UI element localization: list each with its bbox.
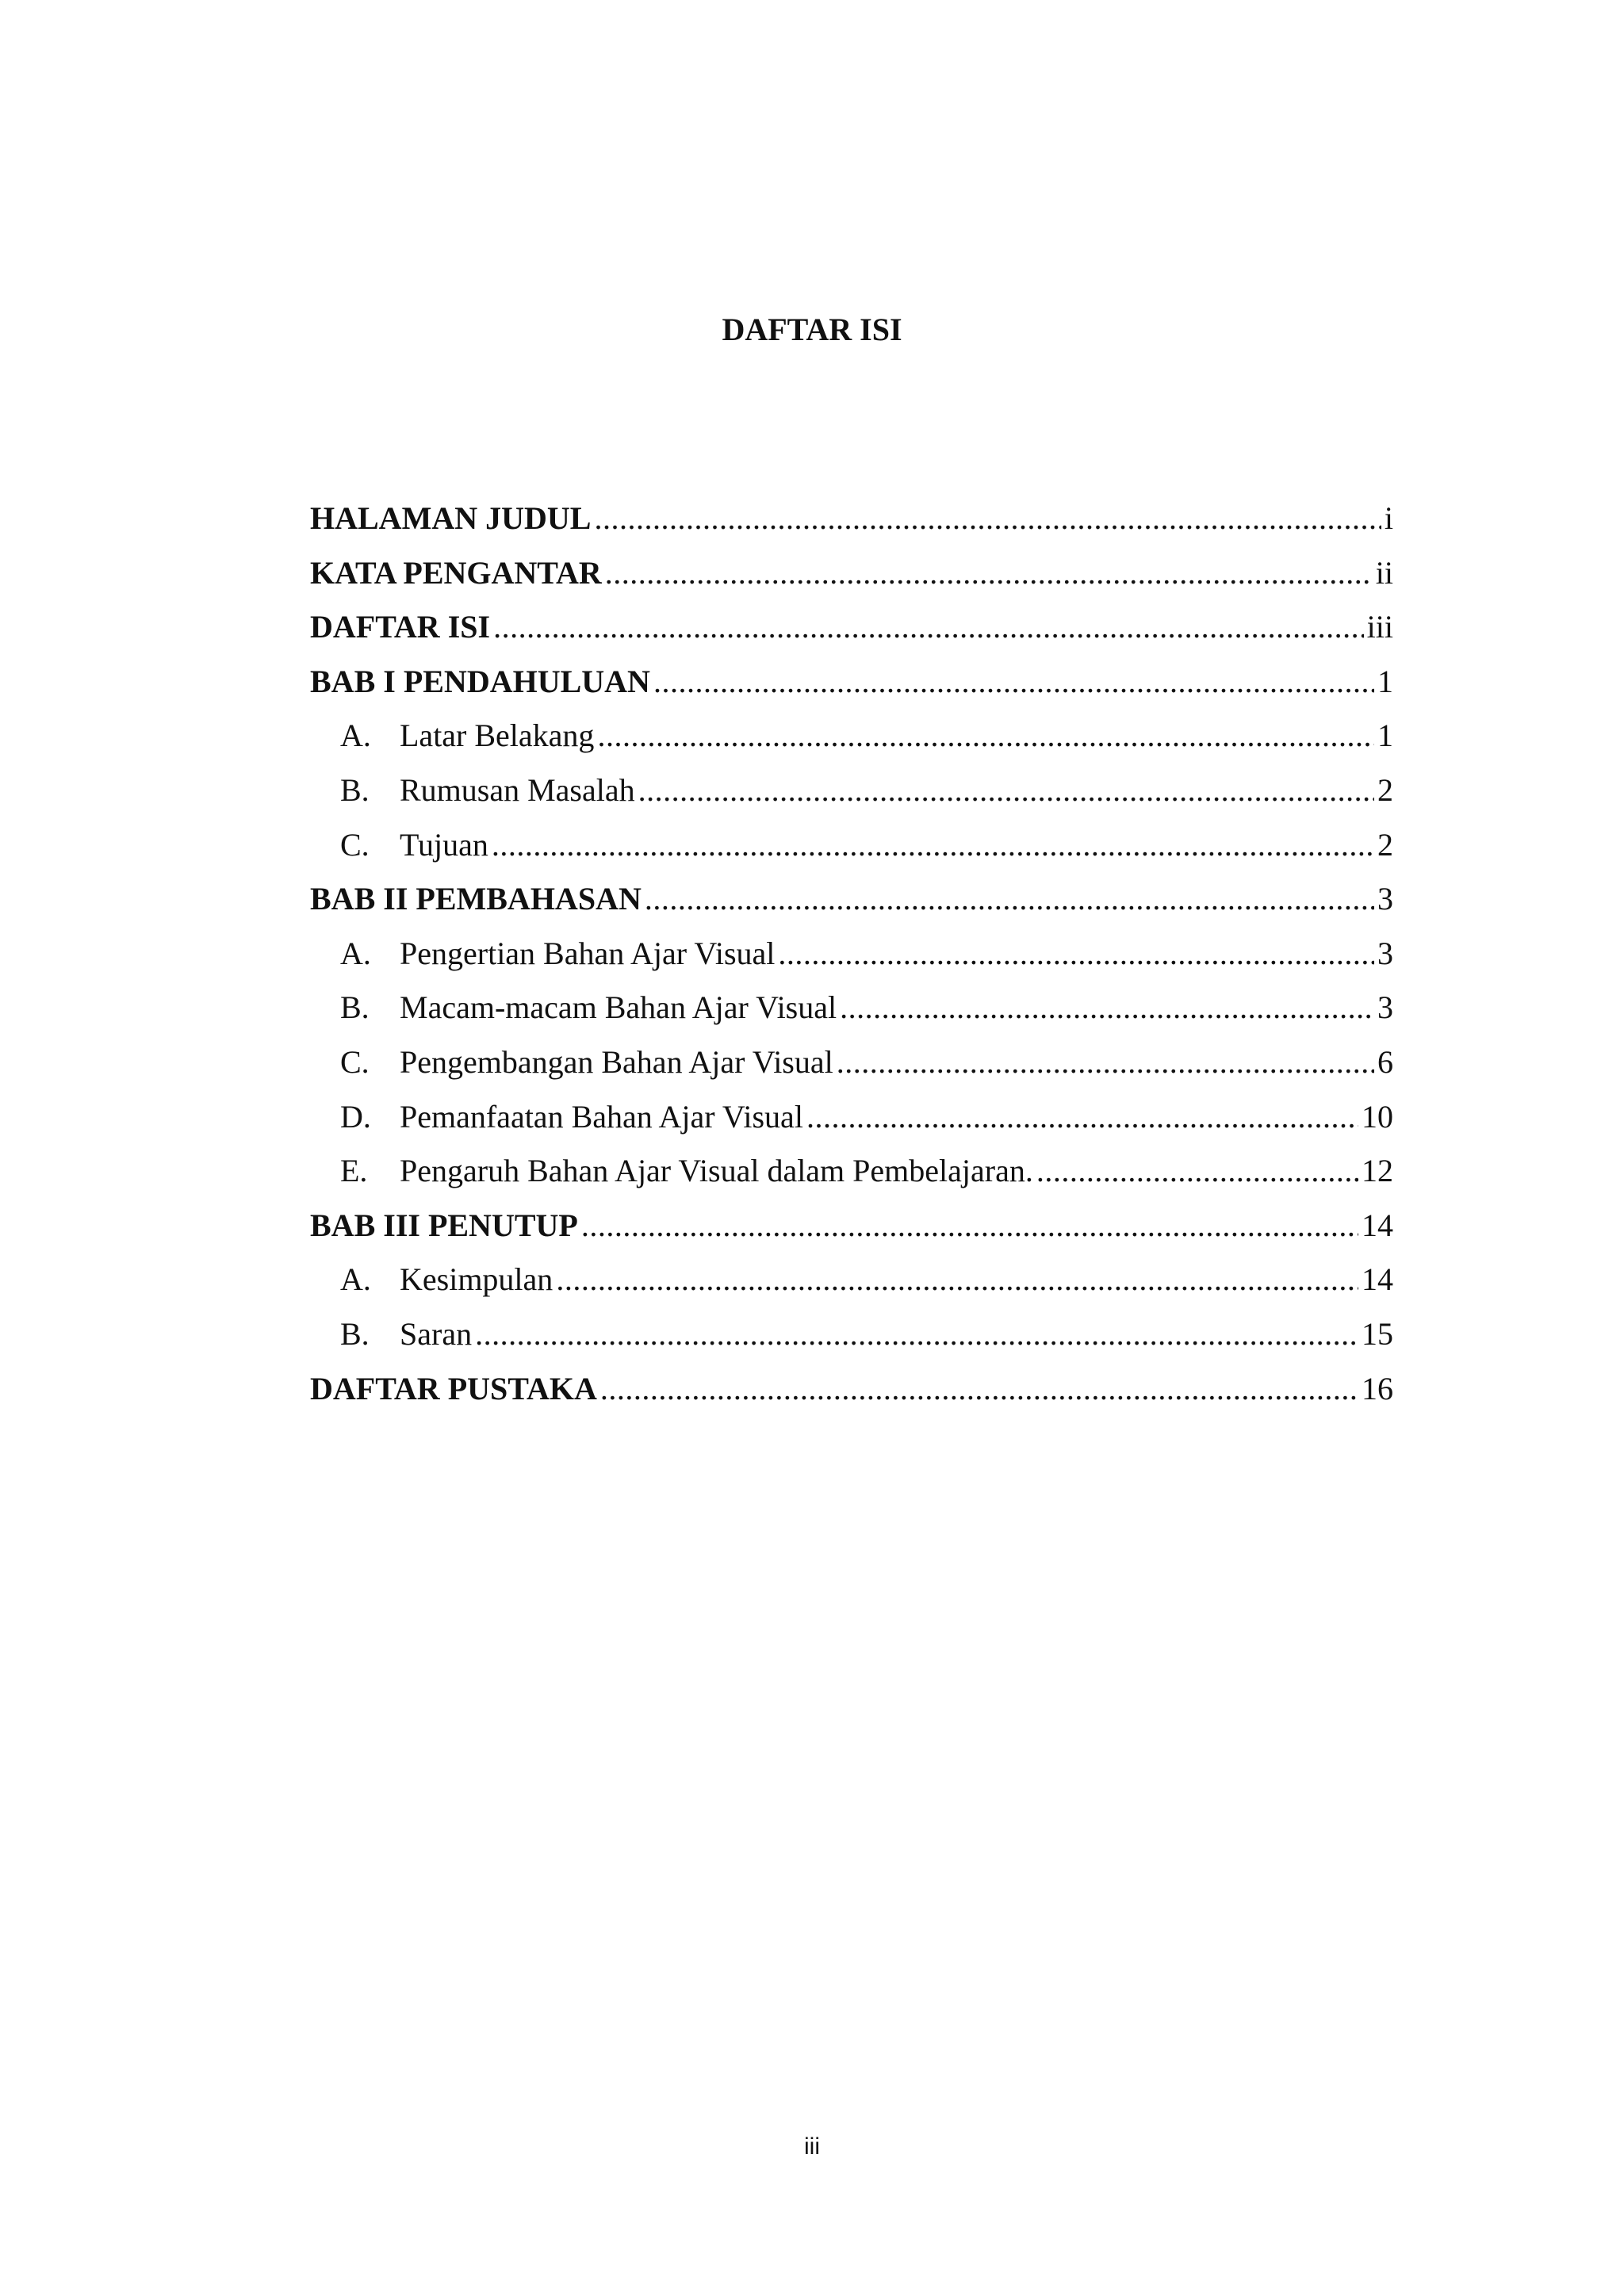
toc-entry-title: BAB III PENUTUP xyxy=(310,1207,578,1243)
toc-entry-letter: A. xyxy=(340,935,371,971)
toc-chapter-entry[interactable] xyxy=(310,1199,1393,1253)
toc-entry-title: Latar Belakang xyxy=(400,718,595,754)
toc-chapter-entry[interactable] xyxy=(310,600,1393,655)
toc-dot-leader xyxy=(837,1035,1374,1090)
toc-section-entry[interactable] xyxy=(310,1090,1393,1145)
toc-dot-leader xyxy=(581,1199,1358,1253)
toc-section-entry[interactable] xyxy=(310,1144,1393,1199)
toc-section-entry[interactable] xyxy=(310,818,1393,873)
toc-dot-leader xyxy=(600,1362,1358,1417)
toc-entry-title: Rumusan Masalah xyxy=(400,771,635,808)
toc-dot-leader xyxy=(653,655,1374,710)
toc-entry-title: DAFTAR PUSTAKA xyxy=(310,1370,597,1406)
toc-dot-leader xyxy=(597,709,1374,763)
toc-entry-title: Pengaruh Bahan Ajar Visual dalam Pembelajaran. xyxy=(400,1153,1033,1189)
toc-entry-title: KATA PENGANTAR xyxy=(310,554,602,591)
toc-entry-page-number: 3 xyxy=(1377,881,1393,917)
toc-entry-title: HALAMAN JUDUL xyxy=(310,500,592,536)
toc-entry-page-number: 2 xyxy=(1377,826,1393,863)
toc-entry-page-number: 14 xyxy=(1362,1261,1393,1298)
toc-chapter-entry[interactable] xyxy=(310,1362,1393,1417)
toc-entry-title: Saran xyxy=(400,1315,473,1352)
toc-entry-page-number: 16 xyxy=(1362,1370,1393,1406)
toc-entry-page-number: 15 xyxy=(1362,1315,1393,1352)
toc-entry-page-number: 14 xyxy=(1362,1207,1393,1243)
toc-entry-letter: D. xyxy=(340,1098,371,1135)
toc-entry-title: BAB II PEMBAHASAN xyxy=(310,881,642,917)
toc-chapter-entry[interactable] xyxy=(310,492,1393,546)
toc-entry-page-number: i xyxy=(1384,500,1393,536)
toc-dot-leader xyxy=(493,600,1364,655)
toc-entry-page-number: 6 xyxy=(1377,1043,1393,1080)
toc-dot-leader xyxy=(638,763,1374,818)
toc-dot-leader xyxy=(778,927,1374,982)
toc-dot-leader xyxy=(806,1090,1358,1145)
toc-chapter-entry[interactable] xyxy=(310,655,1393,710)
toc-entry-page-number: 12 xyxy=(1362,1153,1393,1189)
toc-dot-leader xyxy=(840,981,1374,1035)
toc-section-entry[interactable] xyxy=(310,927,1393,982)
toc-entry-title: Macam-macam Bahan Ajar Visual xyxy=(400,989,837,1026)
toc-entry-letter: E. xyxy=(340,1153,368,1189)
toc-entry-page-number: 3 xyxy=(1377,989,1393,1026)
toc-entry-letter: B. xyxy=(340,771,370,808)
toc-entry-title: Pemanfaatan Bahan Ajar Visual xyxy=(400,1098,803,1135)
toc-entry-letter: C. xyxy=(340,1043,370,1080)
toc-section-entry[interactable] xyxy=(310,1307,1393,1362)
toc-entry-page-number: ii xyxy=(1375,554,1393,591)
toc-entry-letter: A. xyxy=(340,718,371,754)
toc-entry-letter: B. xyxy=(340,1315,370,1352)
toc-section-entry[interactable] xyxy=(310,981,1393,1035)
toc-entry-letter: B. xyxy=(340,989,370,1026)
table-of-contents xyxy=(310,492,1393,1416)
toc-dot-leader xyxy=(605,546,1373,601)
toc-chapter-entry[interactable] xyxy=(310,872,1393,927)
page-title: DAFTAR ISI xyxy=(722,312,902,347)
toc-dot-leader xyxy=(556,1253,1358,1307)
toc-section-entry[interactable] xyxy=(310,763,1393,818)
toc-dot-leader xyxy=(1036,1144,1358,1199)
page-number: iii xyxy=(804,2133,820,2160)
toc-entry-page-number: 1 xyxy=(1377,663,1393,699)
toc-entry-title: Tujuan xyxy=(400,826,488,863)
toc-section-entry[interactable] xyxy=(310,709,1393,763)
toc-entry-page-number: 2 xyxy=(1377,771,1393,808)
toc-dot-leader xyxy=(594,492,1381,546)
toc-dot-leader xyxy=(492,818,1374,873)
toc-entry-page-number: 10 xyxy=(1362,1098,1393,1135)
toc-entry-page-number: 3 xyxy=(1377,935,1393,971)
toc-section-entry[interactable] xyxy=(310,1253,1393,1307)
toc-entry-title: Pengembangan Bahan Ajar Visual xyxy=(400,1043,833,1080)
toc-entry-title: BAB I PENDAHULUAN xyxy=(310,663,650,699)
toc-chapter-entry[interactable] xyxy=(310,546,1393,601)
toc-entry-page-number: 1 xyxy=(1377,718,1393,754)
toc-section-entry[interactable] xyxy=(310,1035,1393,1090)
toc-entry-title: Kesimpulan xyxy=(400,1261,553,1298)
toc-entry-letter: C. xyxy=(340,826,370,863)
toc-dot-leader xyxy=(475,1307,1358,1362)
toc-dot-leader xyxy=(645,872,1374,927)
toc-entry-title: Pengertian Bahan Ajar Visual xyxy=(400,935,776,971)
toc-entry-title: DAFTAR ISI xyxy=(310,609,491,645)
toc-entry-page-number: iii xyxy=(1366,609,1393,645)
toc-entry-letter: A. xyxy=(340,1261,371,1298)
